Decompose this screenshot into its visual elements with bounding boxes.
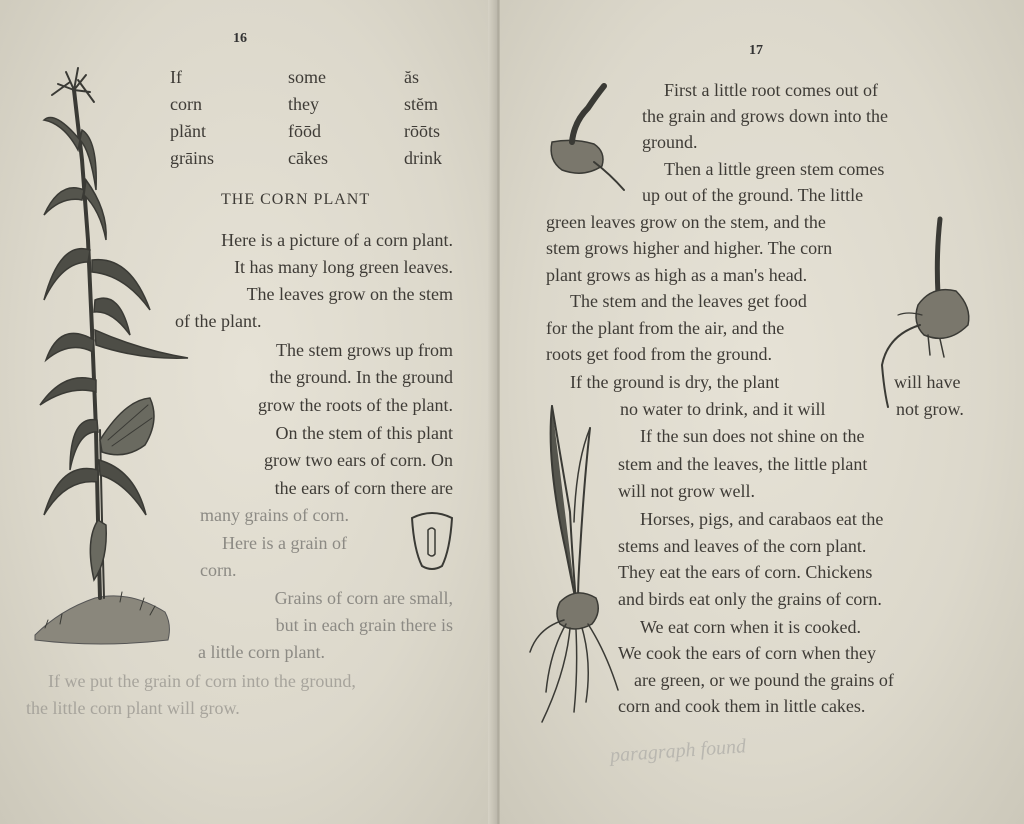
text-line: the grain and grows down into the [642, 106, 888, 126]
text-line: of the plant. [175, 311, 262, 331]
text-line: will have [894, 372, 961, 392]
text-line: grow the roots of the plant. [258, 395, 453, 415]
text-line: stems and leaves of the corn plant. [618, 536, 867, 556]
sprouting-root-illustration [544, 82, 634, 192]
text-line: Then a little green stem comes [664, 159, 885, 179]
text-line: the ears of corn there are [274, 478, 453, 498]
text-line: up out of the ground. The little [642, 185, 864, 205]
young-corn-seedling-illustration [526, 402, 626, 732]
sprouting-stem-illustration [878, 215, 978, 415]
text-line: They eat the ears of corn. Chickens [618, 562, 873, 582]
text-line: plant grows as high as a man's head. [546, 265, 808, 285]
text-line: but in each grain there is [275, 615, 453, 635]
text-line: the ground. In the ground [269, 367, 453, 387]
text-line: ground. [642, 132, 698, 152]
word: drink [404, 148, 442, 168]
text-line: are green, or we pound the grains of [634, 670, 894, 690]
left-page [0, 0, 497, 824]
text-line: the little corn plant will grow. [26, 698, 240, 718]
word: cākes [288, 148, 328, 168]
text-line: stem grows higher and higher. The corn [546, 238, 833, 258]
text-line: will not grow well. [618, 481, 755, 501]
text-line: for the plant from the air, and the [546, 318, 785, 338]
word: grāins [170, 148, 214, 168]
corn-plant-illustration [0, 0, 200, 600]
pencil-annotation: paragraph found [609, 735, 747, 767]
text-line: Here is a picture of a corn plant. [221, 230, 453, 250]
word: they [288, 94, 319, 114]
section-heading: THE CORN PLANT [221, 191, 371, 208]
word: If [170, 67, 182, 87]
text-line: roots get food from the ground. [546, 344, 772, 364]
word: fōōd [288, 121, 321, 141]
text-line: If the sun does not shine on the [640, 426, 865, 446]
word: some [288, 67, 326, 87]
page-number: 16 [233, 31, 247, 46]
word: corn [170, 94, 202, 114]
text-line: Here is a grain of [222, 533, 347, 553]
text-line: grow two ears of corn. On [264, 450, 453, 470]
text-line: If the ground is dry, the plant [570, 372, 780, 392]
text-line: a little corn plant. [198, 642, 325, 662]
word: plănt [170, 121, 206, 141]
text-line: The leaves grow on the stem [246, 284, 453, 304]
word: ăs [404, 67, 419, 87]
text-line: and birds eat only the grains of corn. [618, 589, 882, 609]
text-line: stem and the leaves, the little plant [618, 454, 868, 474]
text-line: If we put the grain of corn into the ground, [48, 671, 356, 691]
text-line: corn and cook them in little cakes. [618, 696, 866, 716]
text-line: no water to drink, and it will [620, 399, 826, 419]
text-line: not grow. [896, 399, 964, 419]
text-line: Horses, pigs, and carabaos eat the [640, 509, 884, 529]
text-line: The stem and the leaves get food [570, 291, 807, 311]
text-line: First a little root comes out of [664, 80, 878, 100]
text-line: Grains of corn are small, [274, 588, 453, 608]
text-line: many grains of corn. [200, 505, 349, 525]
page-number: 17 [749, 43, 763, 58]
word: stĕm [404, 94, 438, 114]
text-line: The stem grows up from [276, 340, 453, 360]
corn-grain-illustration [408, 510, 458, 572]
text-line: We cook the ears of corn when they [618, 643, 876, 663]
text-line: corn. [200, 560, 237, 580]
text-line: We eat corn when it is cooked. [640, 617, 861, 637]
right-page [500, 0, 1024, 824]
word: rōōts [404, 121, 440, 141]
text-line: It has many long green leaves. [234, 257, 453, 277]
text-line: green leaves grow on the stem, and the [546, 212, 826, 232]
text-line: On the stem of this plant [275, 423, 453, 443]
